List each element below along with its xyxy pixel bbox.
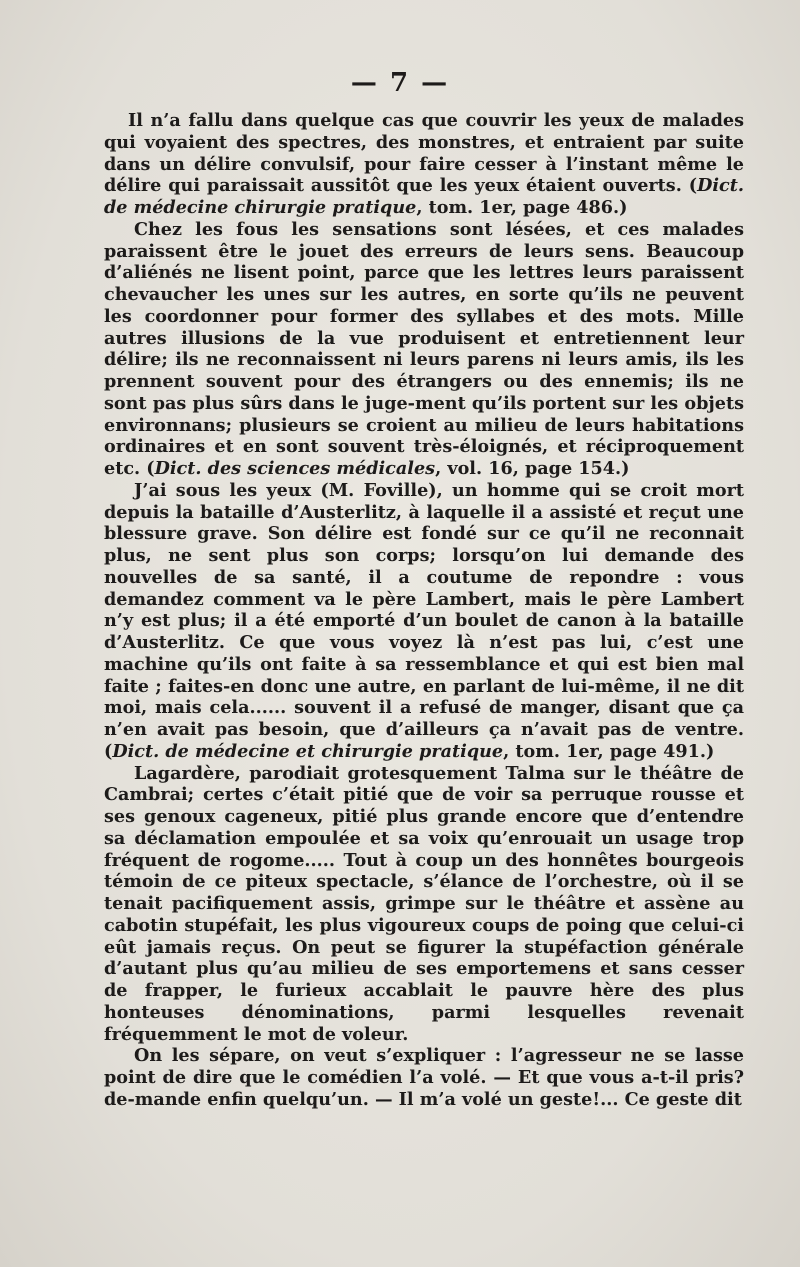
- paragraph-2: Chez les fous les sensations sont lésées, et ces malades paraissent être le jouet des erreurs de leurs sens. Beaucoup d’aliénés ne lisent point, parce que les lettres leurs paraissent chevaucher les unes sur les autres, en sorte qu’ils ne peuvent les coordonner pour former des syllabes et des mots. Mille autres illusions de la vue produisent et entretiennent leur délire; ils ne reconnaissent ni leurs parens ni leurs amis, ils les prennent souvent pour des étrangers ou des ennemis; ils ne sont pas plus sûrs dans le juge-ment qu’ils portent sur les objets environnans; plusieurs se croient au milieu de leurs habitations ordinaires et en sont souvent très-éloignés, et réciproquement etc. (Dict. des sciences médicales, vol. 16, page 154.): [104, 218, 744, 479]
- page-number: — 7 —: [350, 68, 450, 98]
- paragraph-4: Lagardère, parodiait grotesquement Talma sur le théâtre de Cambrai; certes c’était pitié que de voir sa perruque rousse et ses genoux cageneux, pitié plus grande encore que d’entendre sa déclamation empoulée et sa voix qu’enrouait un usage trop fréquent de rogome..... Tout à coup un des honnêtes bourgeois témoin de ce piteux spectacle, s’élance de l’orchestre, où il se tenait pacifiquement assis, grimpe sur le théâtre et assène au cabotin stupéfait, les plus vigoureux coups de poing que celui-ci eût jamais reçus. On peut se figurer la stupéfaction générale d’autant plus qu’au milieu de ses emportemens et sans cesser de frapper, le furieux accablait le pauvre hère des plus honteuses dénominations, parmi lesquelles revenait fréquemment le mot de voleur.: [104, 762, 744, 1045]
- citation-3: Dict. de médecine et chirurgie pratique: [112, 740, 504, 762]
- paragraph-3: J’ai sous les yeux (M. Foville), un homme qui se croit mort depuis la bataille d’Austerlitz, à laquelle il a assisté et reçut une blessure grave. Son délire est fondé sur ce qu’il ne reconnait plus, ne sent plus son corps; lorsqu’on lui demande des nouvelles de sa santé, il a coutume de repondre : vous demandez comment va le père Lambert, mais le père Lambert n’y est plus; il a été emporté d’un boulet de canon à la bataille d’Austerlitz. Ce que vous voyez là n’est pas lui, c’est une machine qu’ils ont faite à sa ressemblance et qui est bien mal faite ; faites-en donc une autre, en parlant de lui-même, il ne dit moi, mais cela...... souvent il a refusé de manger, disant que ça n’en avait pas besoin, que d’ailleurs ça n’avait pas de ventre. (Dict. de médecine et chirurgie pratique, tom. 1er, page 491.): [104, 479, 744, 762]
- paragraph-1: Il n’a fallu dans quelque cas que couvrir les yeux de malades qui voyaient des spectres, des monstres, et entraient par suite dans un délire convulsif, pour faire cesser à l’instant même le délire qui paraissait aussitôt que les yeux étaient ouverts. (Dict. de médecine chirurgie pratique, tom. 1er, page 486.): [104, 110, 744, 218]
- citation-1: Dict. de médecine chirurgie pratique: [104, 175, 744, 218]
- paragraph-5: On les sépare, on veut s’expliquer : l’agresseur ne se lasse point de dire que le comédien l’a volé. — Et que vous a-t-il pris? de-mande enfin quelqu’un. — Il m’a volé un geste!... Ce geste dit: [104, 1045, 744, 1110]
- body-text: [104, 110, 744, 1111]
- citation-2: Dict. des sciences médicales: [154, 458, 436, 479]
